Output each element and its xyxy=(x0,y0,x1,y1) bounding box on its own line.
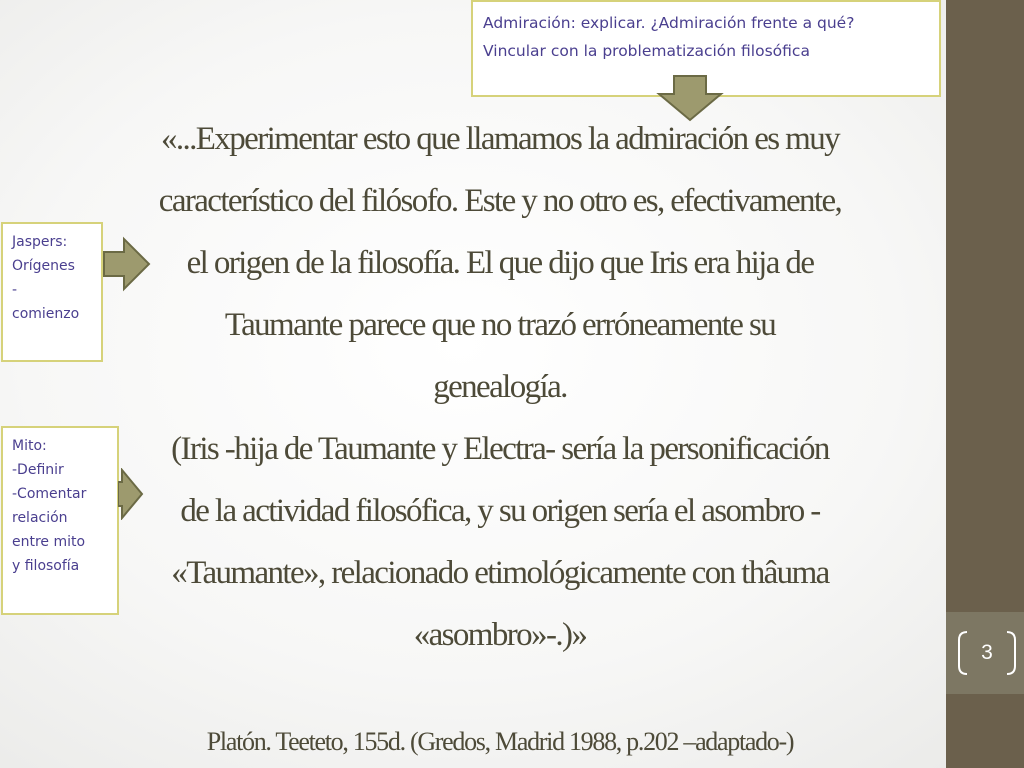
quote-line: (Iris -hija de Taumante y Electra- sería la personificación xyxy=(171,431,829,467)
note-line: Orígenes xyxy=(12,258,75,274)
note-line: comienzo xyxy=(12,306,80,322)
page-number-frame xyxy=(957,630,1017,676)
note-line: -Comentar xyxy=(12,486,87,502)
note-line: - xyxy=(12,282,18,298)
note-line: Vincular con la problematización filosófica xyxy=(483,42,810,60)
note-line: relación xyxy=(12,510,68,526)
quote-line: de la actividad filosófica, y su origen sería el asombro - xyxy=(180,493,820,529)
page-number: 3 xyxy=(981,641,993,664)
citation: Platón. Teeteto, 155d. (Gredos, Madrid 1988, p.202 –adaptado-) xyxy=(206,727,794,756)
note-line: -Definir xyxy=(12,462,64,478)
quote-line: «Taumante», relacionado etimológicamente con thâuma xyxy=(171,555,829,591)
quote-line: característico del filósofo. Este y no otro es, efectivamente, xyxy=(158,183,842,219)
note-mito xyxy=(1,426,119,615)
quote-line: «...Experimentar esto que llamamos la admiración es muy xyxy=(160,121,840,157)
quote-line: el origen de la filosofía. El que dijo que Iris era hija de xyxy=(186,245,814,281)
quote-line: genealogía. xyxy=(433,369,567,405)
note-line: y filosofía xyxy=(12,558,80,574)
quote-line: «asombro»-.)» xyxy=(413,617,587,653)
note-line: Jaspers: xyxy=(12,234,68,250)
note-line: entre mito xyxy=(12,534,86,550)
note-jaspers xyxy=(1,222,103,362)
main-quote xyxy=(105,108,895,666)
note-line: Admiración: explicar. ¿Admiración frente a qué? xyxy=(483,14,855,32)
quote-line: Taumante parece que no trazó erróneamente su xyxy=(224,307,776,343)
note-line: Mito: xyxy=(12,438,47,454)
